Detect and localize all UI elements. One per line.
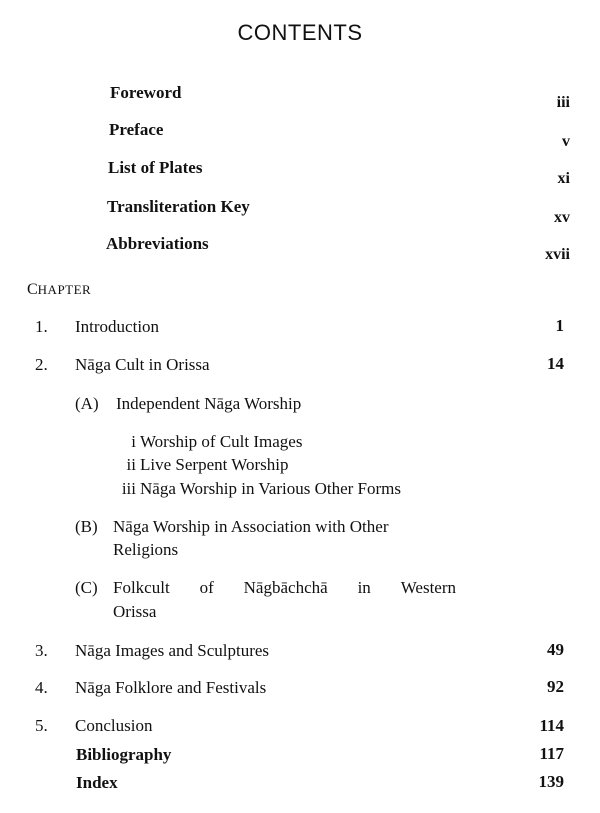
title-word: Folkcult <box>113 578 170 597</box>
toc-entry-transliteration-key[interactable]: Transliteration Key <box>107 197 250 216</box>
toc-entry-naga-images-sculptures[interactable]: Nāga Images and Sculptures <box>75 641 270 660</box>
title-word: of <box>199 578 214 597</box>
toc-entry-independent-naga-worship[interactable]: Independent Nāga Worship <box>116 394 302 413</box>
subsection-number-iii: iii <box>121 479 136 498</box>
title-word: Nāgbāchchā <box>243 578 328 597</box>
toc-entry-naga-worship-association-line2[interactable]: Religions <box>113 540 179 559</box>
toc-page-abbreviations: xvii <box>545 246 570 263</box>
toc-page-naga-cult-in-orissa: 14 <box>547 354 564 373</box>
toc-entry-naga-cult-in-orissa[interactable]: Nāga Cult in Orissa <box>75 355 210 374</box>
section-label-a: (A) <box>75 394 99 413</box>
section-label-b: (B) <box>75 517 98 536</box>
chapter-heading: CHAPTER <box>27 281 92 298</box>
subsection-number-i: i <box>131 432 136 451</box>
toc-page-preface: v <box>562 133 570 150</box>
toc-entry-folkcult-nagbachcha-line2[interactable]: Orissa <box>113 602 157 621</box>
toc-entry-introduction[interactable]: Introduction <box>75 317 160 336</box>
toc-entry-naga-folklore-festivals[interactable]: Nāga Folklore and Festivals <box>75 678 267 697</box>
toc-entry-conclusion[interactable]: Conclusion <box>75 716 153 735</box>
toc-page-bibliography: 117 <box>539 744 564 763</box>
toc-entry-bibliography[interactable]: Bibliography <box>76 745 172 764</box>
chapter-number-5: 5. <box>35 716 48 735</box>
toc-entry-preface[interactable]: Preface <box>109 120 164 139</box>
toc-page-introduction: 1 <box>555 316 564 335</box>
toc-page-naga-folklore-festivals: 92 <box>547 677 564 696</box>
toc-entry-naga-worship-association[interactable]: Nāga Worship in Association with Other <box>113 517 389 536</box>
chapter-number-3: 3. <box>35 641 48 660</box>
toc-entry-live-serpent-worship[interactable]: Live Serpent Worship <box>140 455 289 474</box>
page-title: CONTENTS <box>237 20 363 45</box>
chapter-number-1: 1. <box>35 317 48 336</box>
toc-page-list-of-plates: xi <box>557 170 570 187</box>
toc-page-conclusion: 114 <box>539 716 564 735</box>
chapter-number-2: 2. <box>35 355 48 374</box>
title-word: Western <box>400 578 456 597</box>
toc-entry-folkcult-nagbachcha[interactable] <box>113 578 456 598</box>
toc-entry-abbreviations[interactable]: Abbreviations <box>106 234 209 253</box>
toc-entry-naga-worship-various-forms[interactable]: Nāga Worship in Various Other Forms <box>140 479 402 498</box>
toc-entry-index[interactable]: Index <box>76 773 118 792</box>
subsection-number-ii: ii <box>126 455 136 474</box>
toc-page-naga-images-sculptures: 49 <box>547 640 564 659</box>
toc-entry-list-of-plates[interactable]: List of Plates <box>108 158 203 177</box>
toc-entry-foreword[interactable]: Foreword <box>110 83 182 102</box>
toc-page-transliteration-key: xv <box>554 209 570 226</box>
toc-page-foreword: iii <box>556 94 570 111</box>
chapter-number-4: 4. <box>35 678 48 697</box>
toc-entry-worship-of-cult-images[interactable]: Worship of Cult Images <box>140 432 303 451</box>
section-label-c: (C) <box>75 578 98 597</box>
toc-page-index: 139 <box>538 772 564 791</box>
title-word: in <box>357 578 371 597</box>
